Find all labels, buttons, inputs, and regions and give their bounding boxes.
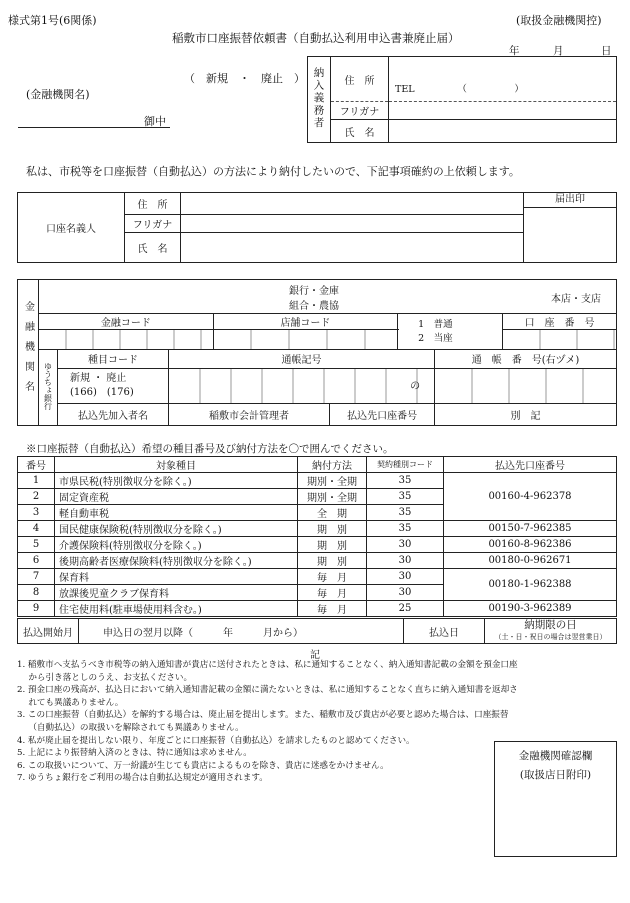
row-code: 35 [367, 489, 444, 505]
passbook-symbol-field[interactable] [169, 368, 435, 403]
yucho-table [39, 350, 616, 425]
type-code-label: 種目コード [58, 350, 169, 368]
holder-name-field[interactable] [181, 233, 524, 263]
row-account: 00160-8-962386 [444, 537, 617, 553]
row-method[interactable]: 期別・全期 [298, 489, 367, 505]
notes-heading: 記 [310, 650, 320, 661]
row-item: 後期高齢者医療保険料(特別徴収分を除く。) [55, 553, 298, 569]
financial-side-label: 金融機関名 [22, 301, 34, 401]
bank-name-label: (金融機関名) [26, 88, 90, 101]
row-method[interactable]: 毎 月 [298, 569, 367, 585]
yucho-label: ゆうちょ銀行 [43, 362, 53, 410]
col-method: 納付方法 [298, 457, 367, 473]
taxpayer-side-label: 納入義務者 [312, 66, 325, 130]
passbook-symbol-label: 通帳記号 [169, 350, 435, 368]
row-no: 8 [18, 585, 55, 601]
note-line: （自動払込）の取扱いを解除されても異議ありません。 [17, 722, 244, 733]
table-row[interactable] [18, 601, 617, 617]
row-account: 00160-4-962378 [444, 473, 617, 521]
taxpayer-furigana-field[interactable] [389, 102, 617, 120]
taxpayer-name-label: 氏 名 [331, 120, 389, 143]
row-account: 00180-1-962388 [444, 569, 617, 601]
row-item: 固定資産税 [55, 489, 298, 505]
confirm-line2: (取扱店日附印) [519, 769, 592, 781]
payer-name-label: 払込先加入者名 [58, 404, 169, 425]
row-method[interactable]: 毎 月 [298, 601, 367, 617]
col-account: 払込先口座番号 [444, 457, 617, 473]
bank-confirm-box[interactable] [494, 741, 617, 857]
row-no: 2 [18, 489, 55, 505]
note-line: 1. 稲敷市へ支払うべき市税等の納入通知書が貴店に送付されたときは、私に通知することなく、納入通知書記載の金額を預金口座 [17, 660, 518, 670]
note-line: 2. 預金口座の残高が、払込日において納入通知書記載の金額に満たないときは、私に通知することなく直ちに納入通知書を返却さ [17, 685, 518, 696]
account-holder-box [17, 192, 617, 263]
note-line: から引き落としのうえ、お支払ください。 [17, 672, 193, 683]
row-account: 00180-0-962671 [444, 553, 617, 569]
date-year: 年 [509, 45, 520, 57]
row-no: 9 [18, 601, 55, 617]
row-no: 4 [18, 521, 55, 537]
row-code: 25 [367, 601, 444, 617]
tax-table-caption: ※口座振替（自動払込）希望の種目番号及び納付方法を〇で囲んでください。 [26, 443, 394, 455]
seal-label: 届出印 [524, 193, 616, 208]
row-code: 30 [367, 553, 444, 569]
col-no: 番号 [18, 457, 55, 473]
row-account: 00150-7-962385 [444, 521, 617, 537]
account-type-ordinary[interactable]: 1 普通 [418, 318, 453, 330]
holder-furigana-label: フリガナ [125, 215, 181, 233]
start-month-label: 払込開始月 [18, 619, 79, 644]
branch-types: 本店・支店 [551, 294, 601, 305]
table-row[interactable] [18, 569, 617, 585]
taxpayer-box [307, 56, 617, 143]
payment-date-label: 払込日 [404, 619, 485, 644]
table-row[interactable] [18, 521, 617, 537]
payer-name-value: 稲敷市会計管理者 [169, 404, 330, 425]
col-code: 契約種別コード [367, 457, 444, 473]
row-item: 国民健康保険税(特別徴収分を除く。) [55, 521, 298, 537]
taxpayer-address-field[interactable] [389, 57, 617, 102]
row-no: 1 [18, 473, 55, 489]
account-number-field[interactable] [503, 330, 617, 350]
row-code: 30 [367, 585, 444, 601]
account-number-label: 口 座 番 号 [503, 314, 617, 330]
account-type-current[interactable]: 2 当座 [418, 332, 453, 344]
payee-account-value: 別 記 [435, 404, 616, 425]
deadline-note: （土・日・祝日の場合は翌営業日） [494, 633, 607, 641]
start-month-field[interactable]: 申込日の翌月以降（ 年 月から） [79, 619, 404, 644]
note-line: 3. この口座振替（自動払込）を解約する場合は、廃止届を提出します。また、稲敷市及び貴店が必要と認めた場合は、口座振替 [17, 710, 509, 721]
yucho-codes: (166) (176) [70, 387, 134, 398]
holder-address-label: 住 所 [125, 193, 181, 215]
table-row[interactable] [18, 553, 617, 569]
row-code: 35 [367, 521, 444, 537]
form-number: 様式第1号(6関係) [8, 14, 97, 27]
yucho-new-abolish[interactable]: 新規 ・ 廃止 [70, 373, 127, 384]
row-no: 6 [18, 553, 55, 569]
row-item: 軽自動車税 [55, 505, 298, 521]
handling-label: (取扱金融機関控) [516, 14, 602, 27]
passbook-number-label: 通 帳 番 号(右ヅメ) [435, 350, 616, 368]
row-method[interactable]: 期 別 [298, 553, 367, 569]
tax-table [17, 456, 617, 617]
of-char: の [410, 380, 421, 392]
row-item: 放課後児童クラブ保育料 [55, 585, 298, 601]
branch-code-field[interactable] [213, 330, 397, 350]
row-no: 5 [18, 537, 55, 553]
row-code: 30 [367, 537, 444, 553]
row-no: 3 [18, 505, 55, 521]
row-code: 35 [367, 505, 444, 521]
row-method[interactable]: 期 別 [298, 521, 367, 537]
bank-types-line1: 銀行・金庫 [289, 286, 339, 297]
bank-name-row[interactable] [39, 280, 617, 314]
addressee: 御中 [144, 115, 166, 128]
deadline-label: 納期限の日 [524, 619, 577, 631]
taxpayer-address-label: 住 所 [331, 57, 389, 102]
row-item: 保育料 [55, 569, 298, 585]
confirm-line1: 金融機関確認欄 [518, 750, 593, 762]
row-item: 市県民税(特別徴収分を除く。) [55, 473, 298, 489]
col-item: 対象種目 [55, 457, 298, 473]
holder-address-field[interactable] [181, 193, 524, 215]
payment-start-row [17, 618, 617, 644]
note-line: 5. 上記により振替納入済のときは、特に通知は求めません。 [17, 748, 252, 759]
row-code: 30 [367, 569, 444, 585]
bank-code-field[interactable] [39, 330, 214, 350]
note-line: 6. この取扱いについて、万一紛議が生じても貴店によるものを除き、貴店に迷惑をかけません。 [17, 760, 389, 771]
note-line: 7. ゆうちょ銀行をご利用の場合は自動払込規定が適用されます。 [17, 773, 268, 784]
note-line: 4. 私が廃止届を提出しない限り、年度ごとに口座振替（自動払込）を請求したものと認めてください。 [17, 735, 415, 746]
date-day: 日 [601, 45, 612, 57]
passbook-number-field[interactable] [435, 368, 616, 403]
financial-box [17, 279, 617, 426]
holder-name-label: 氏 名 [125, 233, 181, 263]
table-row[interactable] [18, 537, 617, 553]
row-item: 介護保険料(特別徴収分を除く。) [55, 537, 298, 553]
taxpayer-furigana-label: フリガナ [331, 102, 389, 120]
holder-furigana-field[interactable] [181, 215, 524, 233]
row-code: 35 [367, 473, 444, 489]
row-method[interactable]: 毎 月 [298, 585, 367, 601]
tel-label: TEL （ ） [395, 84, 524, 95]
branch-code-label: 店舗コード [213, 314, 397, 330]
bank-types-line2: 組合・農協 [289, 301, 339, 312]
new-abolish-choice[interactable]: （ 新規 ・ 廃止 ） [184, 72, 305, 85]
row-method[interactable]: 期 別 [298, 537, 367, 553]
date-month: 月 [553, 45, 564, 57]
payee-account-label: 払込先口座番号 [330, 404, 435, 425]
note-line: れても異議ありません。 [17, 697, 124, 708]
row-no: 7 [18, 569, 55, 585]
row-method[interactable]: 全 期 [298, 505, 367, 521]
account-holder-label: 口座名義人 [18, 193, 125, 263]
taxpayer-name-field[interactable] [389, 120, 617, 143]
row-account: 00190-3-962389 [444, 601, 617, 617]
row-item: 住宅使用料(駐車場使用料含む。) [55, 601, 298, 617]
table-row[interactable] [18, 473, 617, 489]
bank-code-label: 金融コード [39, 314, 214, 330]
row-method[interactable]: 期別・全期 [298, 473, 367, 489]
request-text: 私は、市税等を口座振替（自動払込）の方法により納付したいので、下記事項確約の上依頼します。 [26, 165, 520, 178]
page-title: 稲敷市口座振替依頼書（自動払込利用申込書兼廃止届） [172, 31, 460, 45]
